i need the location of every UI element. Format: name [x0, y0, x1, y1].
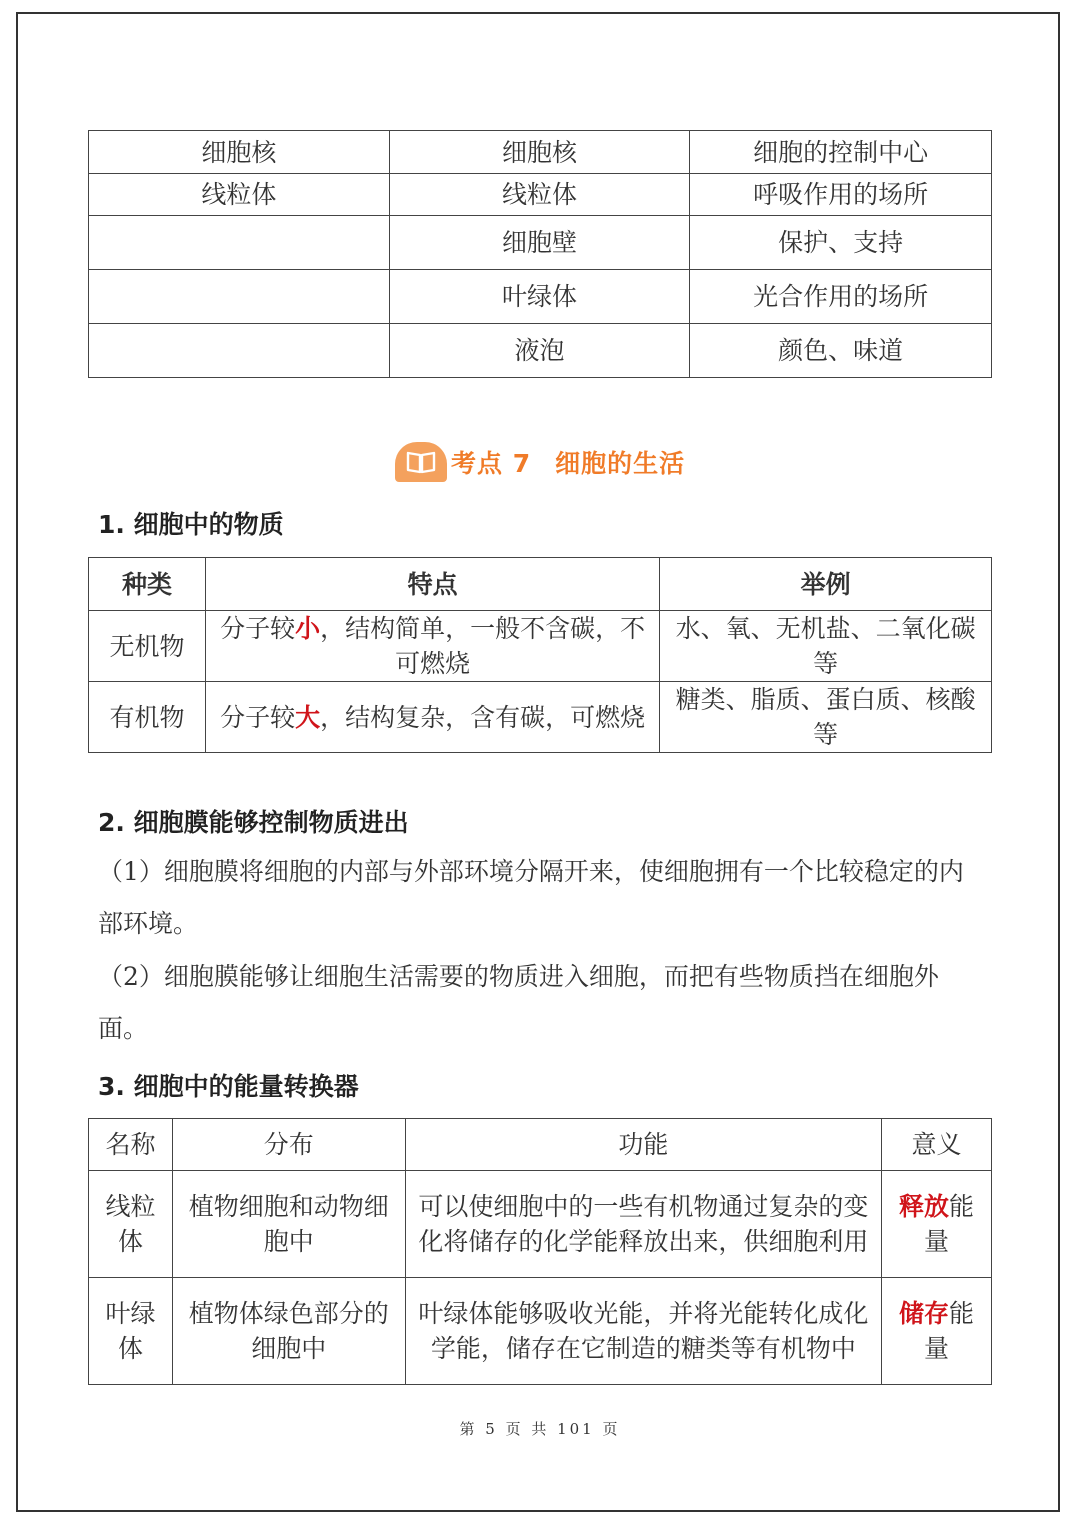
highlight-text: 释放 [899, 1192, 950, 1221]
table-cell: 叶绿体 [89, 1278, 173, 1385]
table-header-row [89, 558, 992, 611]
table-cell: 水、氧、无机盐、二氧化碳等 [660, 611, 992, 682]
table-cell: 分子较大，结构复杂，含有碳，可燃烧 [205, 682, 659, 753]
section-heading: 1. 细胞中的物质 [98, 510, 284, 539]
table-cell [89, 270, 390, 324]
table-cell: 保护、支持 [690, 216, 992, 270]
table-cell: 细胞核 [389, 131, 690, 174]
table-header-row [89, 1119, 992, 1171]
column-header: 分布 [172, 1119, 405, 1171]
table-cell: 液泡 [389, 324, 690, 378]
organelle-table [88, 130, 992, 378]
highlight-text: 储存 [899, 1299, 950, 1328]
table-row [89, 270, 992, 324]
kaodian-heading [395, 440, 685, 484]
column-header: 功能 [405, 1119, 881, 1171]
column-header: 种类 [89, 558, 206, 611]
table-cell: 颜色、味道 [690, 324, 992, 378]
highlight-text: 大 [295, 702, 321, 732]
table-cell [89, 324, 390, 378]
table-row [89, 131, 992, 174]
table-cell: 光合作用的场所 [690, 270, 992, 324]
table-cell: 植物细胞和动物细胞中 [172, 1171, 405, 1278]
table-cell: 细胞壁 [389, 216, 690, 270]
table-row [89, 324, 992, 378]
paragraph: （1）细胞膜将细胞的内部与外部环境分隔开来，使细胞拥有一个比较稳定的内部环境。 [98, 857, 964, 938]
open-book-icon [395, 442, 447, 482]
column-header: 名称 [89, 1119, 173, 1171]
energy-converter-table [88, 1118, 992, 1385]
table-cell: 线粒体 [89, 1171, 173, 1278]
table-cell: 呼吸作用的场所 [690, 174, 992, 216]
table-cell: 线粒体 [389, 174, 690, 216]
kaodian-title: 细胞的生活 [555, 449, 686, 478]
table-cell [89, 216, 390, 270]
kaodian-label: 考点 7 [451, 449, 532, 478]
table-row [89, 1278, 992, 1385]
table-row [89, 174, 992, 216]
table-cell: 释放能量 [882, 1171, 992, 1278]
section-heading: 2. 细胞膜能够控制物质进出 [98, 808, 409, 837]
table-row [89, 611, 992, 682]
section-heading: 3. 细胞中的能量转换器 [98, 1072, 359, 1101]
table-cell: 可以使细胞中的一些有机物通过复杂的变化将储存的化学能释放出来，供细胞利用 [405, 1171, 881, 1278]
highlight-text: 小 [295, 614, 321, 643]
table-cell: 糖类、脂质、蛋白质、核酸等 [660, 682, 992, 753]
table-cell: 叶绿体能够吸收光能，并将光能转化成化学能，储存在它制造的糖类等有机物中 [405, 1278, 881, 1385]
table-cell: 储存能量 [882, 1278, 992, 1385]
table-cell: 植物体绿色部分的细胞中 [172, 1278, 405, 1385]
table-row [89, 682, 992, 753]
table-cell: 无机物 [89, 611, 206, 682]
table-cell: 细胞的控制中心 [690, 131, 992, 174]
paragraph: （2）细胞膜能够让细胞生活需要的物质进入细胞，而把有些物质挡在细胞外面。 [98, 962, 939, 1043]
column-header: 意义 [882, 1119, 992, 1171]
table-cell: 线粒体 [89, 174, 390, 216]
column-header: 举例 [660, 558, 992, 611]
table-cell: 分子较小，结构简单，一般不含碳，不可燃烧 [205, 611, 659, 682]
table-cell: 有机物 [89, 682, 206, 753]
column-header: 特点 [205, 558, 659, 611]
page-footer: 第 5 页 共 101 页 [459, 1420, 621, 1438]
substance-table [88, 557, 992, 753]
table-row [89, 1171, 992, 1278]
table-row [89, 216, 992, 270]
table-cell: 叶绿体 [389, 270, 690, 324]
table-cell: 细胞核 [89, 131, 390, 174]
